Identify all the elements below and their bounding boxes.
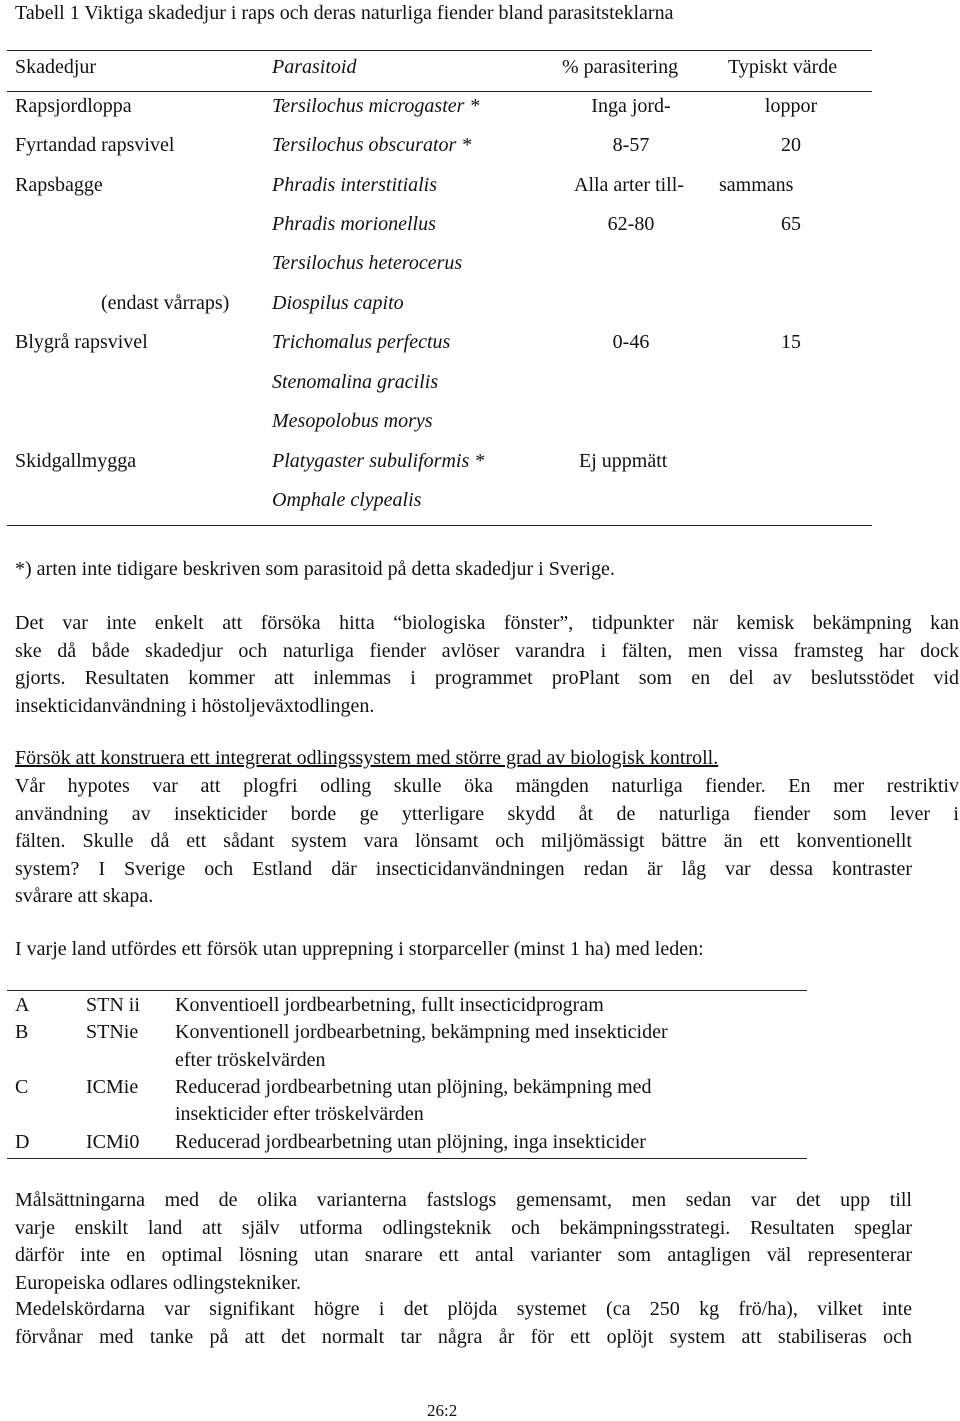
cell-pest: Skidgallmygga [15, 450, 137, 472]
treatment-letter: C [15, 1076, 29, 1098]
text-line: insekticidanvändning i höstoljeväxtodlingen. [15, 694, 375, 717]
cell-parasitoid: Trichomalus perfectus [272, 331, 451, 353]
cell-parasitization: Alla arter till- [574, 174, 684, 196]
header-pest: Skadedjur [15, 56, 97, 78]
paragraph-hypothesis [15, 773, 959, 911]
treatment-description: Reducerad jordbearbetning utan plöjning, bekämpning med [175, 1076, 652, 1098]
cell-parasitoid: Phradis interstitialis [272, 174, 438, 196]
text-line: därför inte en optimal lösning utan snarare ett antal varianter som antagligen väl representerar [15, 1244, 912, 1266]
cell-parasitization: Inga jord- [591, 95, 671, 117]
table-top-rule [7, 50, 872, 51]
cell-parasitization: Ej uppmätt [579, 450, 668, 472]
treatment-letter: D [15, 1131, 30, 1153]
treatment-code: STN ii [86, 994, 140, 1016]
treatment-letter: B [15, 1021, 29, 1043]
text-line: förvånar med tanke på att det normalt tar några år för ett oplöjt system att stabiliseras och [15, 1325, 912, 1348]
cell-parasitoid: Diospilus capito [272, 292, 404, 314]
cell-pest: Rapsbagge [15, 174, 103, 196]
text-line: Målsättningarna med de olika varianterna fastslogs gemensamt, men sedan var det upp till [15, 1189, 912, 1211]
treatment-code: ICMie [86, 1076, 139, 1098]
cell-parasitoid: Tersilochus obscurator * [272, 134, 472, 156]
cell-parasitoid: Tersilochus microgaster * [272, 95, 480, 117]
header-typical-value: Typiskt värde [728, 56, 838, 78]
treatments-intro: I varje land utfördes ett försök utan upprepning i storparceller (minst 1 ha) med leden: [15, 938, 704, 960]
header-parasitization: % parasitering [562, 56, 679, 78]
cell-parasitization: 62-80 [607, 213, 655, 235]
cell-parasitoid: Omphale clypealis [272, 489, 422, 511]
text-line: system? I Sverige och Estland där insecticidanvändningen redan är låg var dessa kontraster [15, 857, 912, 880]
header-parasitoid: Parasitoid [272, 56, 357, 78]
cell-pest: (endast vårraps) [101, 292, 230, 314]
text-line: gjorts. Resultaten kommer att inlemmas i programmet proPlant som en del av beslutsstödet vid [15, 667, 959, 689]
paragraph-biological-windows [15, 610, 959, 720]
cell-typical-value: sammans [719, 174, 794, 196]
treatment-description: Reducerad jordbearbetning utan plöjning, inga insekticider [175, 1131, 646, 1153]
treatment-code: ICMi0 [86, 1131, 140, 1153]
paragraph-yields [15, 1296, 912, 1351]
treatments-top-rule [7, 990, 807, 991]
treatment-description: Konventioell jordbearbetning, fullt insecticidprogram [175, 994, 604, 1016]
table-header-rule [7, 91, 872, 92]
section-heading: Försök att konstruera ett integrerat odlingssystem med större grad av biologisk kontroll. [15, 747, 719, 769]
cell-parasitoid: Tersilochus heterocerus [272, 252, 463, 274]
text-line: användning av insekticider borde ge ytterligare skydd åt de naturliga fiender som lever i [15, 802, 959, 825]
text-line: Medelskördarna var signifikant högre i det plöjda systemet (ca 250 kg frö/ha), vilket inte [15, 1298, 912, 1320]
cell-parasitoid: Phradis morionellus [272, 213, 436, 235]
cell-pest: Fyrtandad rapsvivel [15, 134, 175, 156]
treatment-letter: A [15, 994, 30, 1016]
text-line: fälten. Skulle då ett sådant system vara lönsamt och miljömässigt bättre än ett konventionellt [15, 830, 912, 852]
cell-parasitization: 0-46 [612, 331, 650, 353]
table-caption: Tabell 1 Viktiga skadedjur i raps och deras naturliga fiender bland parasitsteklarna [15, 2, 674, 24]
cell-typical-value: 65 [781, 213, 801, 235]
page-number: 26:2 [427, 1401, 458, 1420]
treatment-description-cont: efter tröskelvärden [175, 1049, 326, 1071]
text-line: varje enskilt land att själv utforma odlingsteknik och bekämpningsstrategi. Resultaten speglar [15, 1216, 912, 1239]
cell-typical-value: loppor [764, 95, 818, 117]
text-line: Det var inte enkelt att försöka hitta “biologiska fönster”, tidpunkter när kemisk bekämpning kan [15, 612, 959, 634]
text-line: Europeiska odlares odlingstekniker. [15, 1271, 302, 1294]
text-line: Vår hypotes var att plogfri odling skulle öka mängden naturliga fiender. En mer restriktiv [15, 775, 959, 797]
treatments-bottom-rule [7, 1158, 807, 1159]
text-line: ske då både skadedjur och naturliga fiender avlöser varandra i fälten, men vissa framsteg har dock [15, 639, 959, 662]
treatment-code: STNie [86, 1021, 139, 1043]
cell-typical-value: 15 [781, 331, 801, 353]
cell-pest: Blygrå rapsvivel [15, 331, 148, 353]
table-footnote: *) arten inte tidigare beskriven som parasitoid på detta skadedjur i Sverige. [15, 558, 615, 580]
table-bottom-rule [7, 525, 872, 526]
cell-typical-value: 20 [781, 134, 801, 156]
paragraph-objectives [15, 1187, 912, 1297]
text-line: svårare att skapa. [15, 885, 154, 907]
cell-parasitoid: Stenomalina gracilis [272, 371, 439, 393]
cell-parasitoid: Platygaster subuliformis * [272, 450, 485, 472]
cell-parasitoid: Mesopolobus morys [272, 410, 433, 432]
treatment-description-cont: insekticider efter tröskelvärden [175, 1103, 424, 1125]
treatment-description: Konventionell jordbearbetning, bekämpning med insekticider [175, 1021, 668, 1043]
cell-parasitization: 8-57 [612, 134, 650, 156]
cell-pest: Rapsjordloppa [15, 95, 132, 117]
